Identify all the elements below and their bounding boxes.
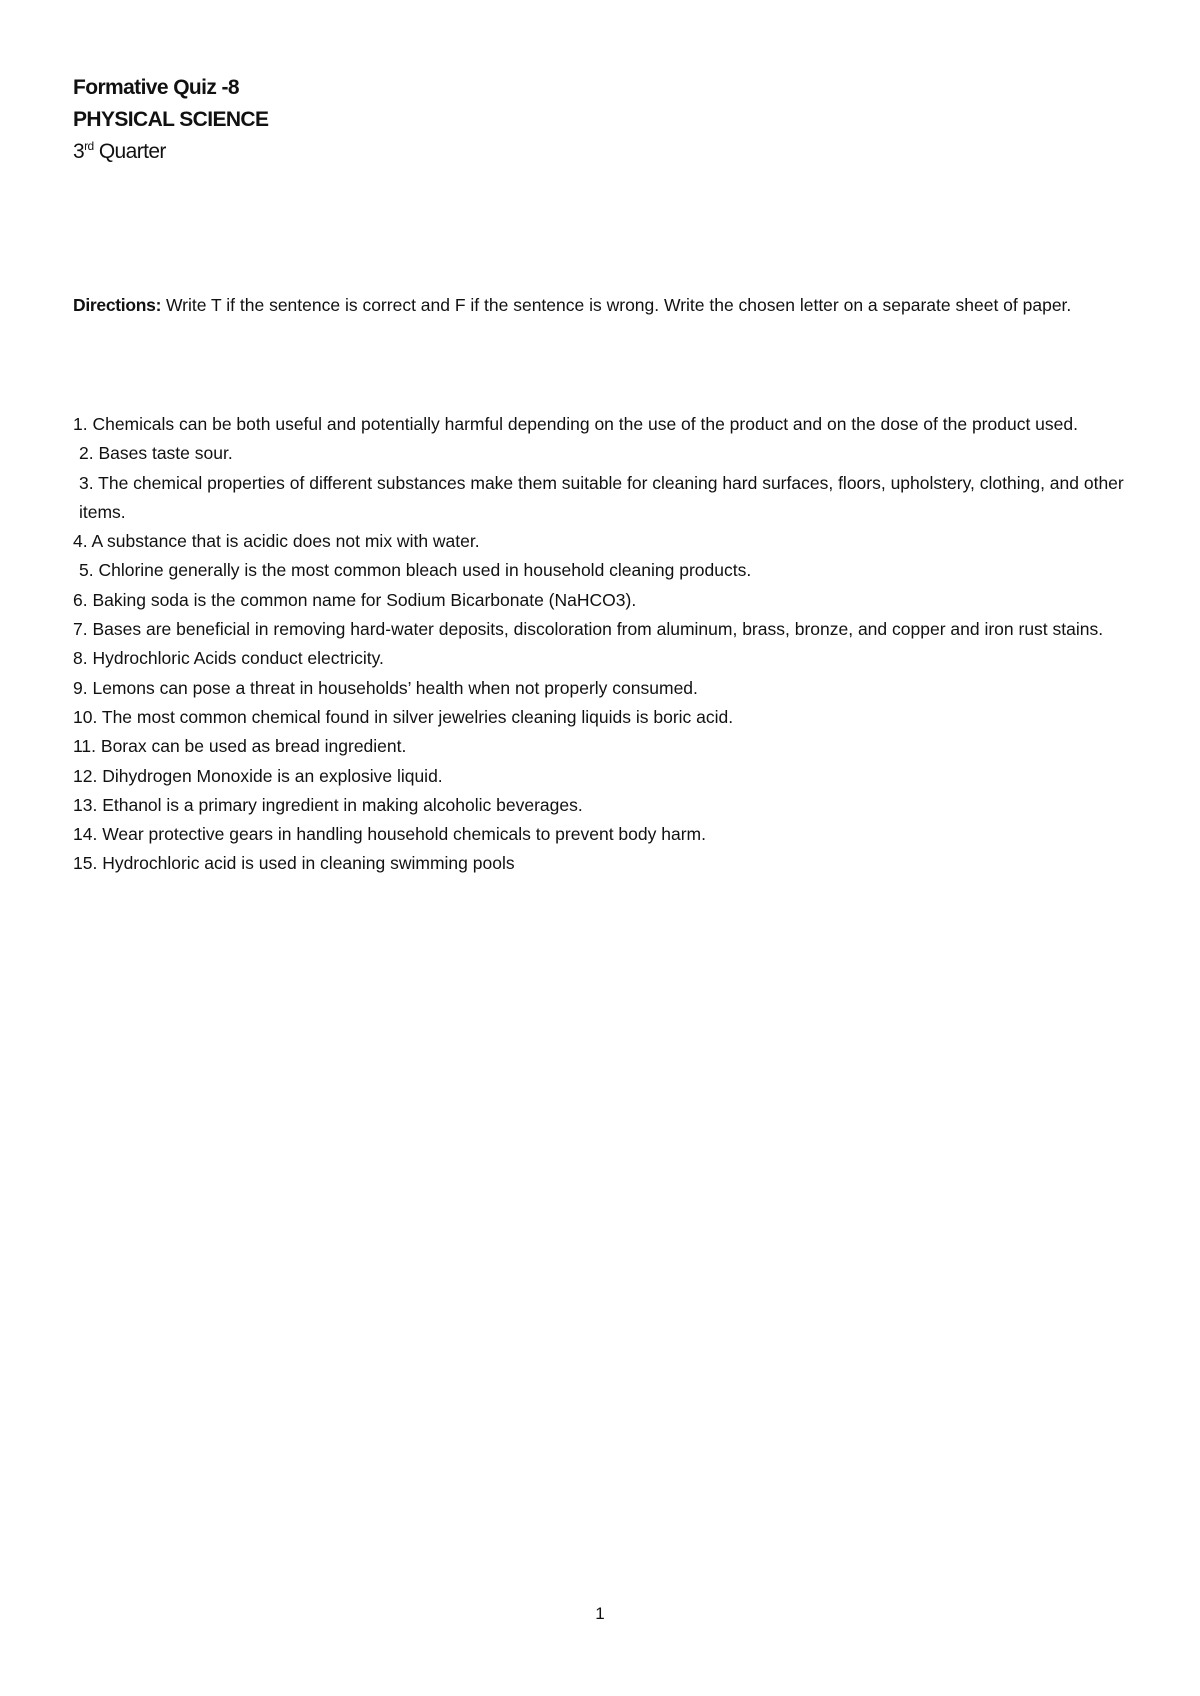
- question-item: 13. Ethanol is a primary ingredient in making alcoholic beverages.: [73, 794, 583, 815]
- subject-title: PHYSICAL SCIENCE: [73, 108, 269, 131]
- quarter-number: 3: [73, 140, 85, 163]
- directions-text: Write T if the sentence is correct and F if the sentence is wrong. Write the chosen letter on a separate sheet of paper.: [161, 295, 1072, 315]
- directions-label: Directions:: [73, 295, 162, 315]
- quarter-word: Quarter: [93, 140, 166, 163]
- question-item: 10. The most common chemical found in silver jewelries cleaning liquids is boric acid.: [73, 706, 734, 727]
- question-item: 6. Baking soda is the common name for Sodium Bicarbonate (NaHCO3).: [73, 589, 637, 610]
- question-item: 14. Wear protective gears in handling household chemicals to prevent body harm.: [73, 824, 706, 845]
- question-item: 11. Borax can be used as bread ingredient.: [73, 736, 407, 757]
- quiz-header: [73, 72, 773, 168]
- question-item: 2. Bases taste sour.: [79, 443, 233, 464]
- question-item: 1. Chemicals can be both useful and potentially harmful depending on the use of the product and on the dose of the product used.: [73, 414, 1078, 434]
- question-item: 7. Bases are beneficial in removing hard-water deposits, discoloration from aluminum, brass, bronze, and copper and iron rust stains.: [73, 619, 1104, 640]
- question-list: [73, 410, 1133, 879]
- directions-paragraph: [73, 291, 1131, 320]
- question-item: 8. Hydrochloric Acids conduct electricity.: [73, 648, 384, 669]
- question-item: 15. Hydrochloric acid is used in cleaning swimming pools: [73, 853, 515, 874]
- quarter-suffix: rd: [84, 139, 94, 153]
- question-item: 12. Dihydrogen Monoxide is an explosive liquid.: [73, 765, 443, 786]
- quiz-title: Formative Quiz -8: [73, 76, 240, 99]
- question-item: 3. The chemical properties of different substances make them suitable for cleaning hard surfaces, floors, upholstery, clothing, and other items.: [79, 472, 1124, 522]
- question-item: 9. Lemons can pose a threat in households’ health when not properly consumed.: [73, 677, 698, 698]
- question-item: 5. Chlorine generally is the most common bleach used in household cleaning products.: [79, 560, 752, 581]
- question-item: 4. A substance that is acidic does not mix with water.: [73, 531, 480, 552]
- page-number: 1: [595, 1604, 605, 1623]
- quarter-label: [73, 136, 773, 168]
